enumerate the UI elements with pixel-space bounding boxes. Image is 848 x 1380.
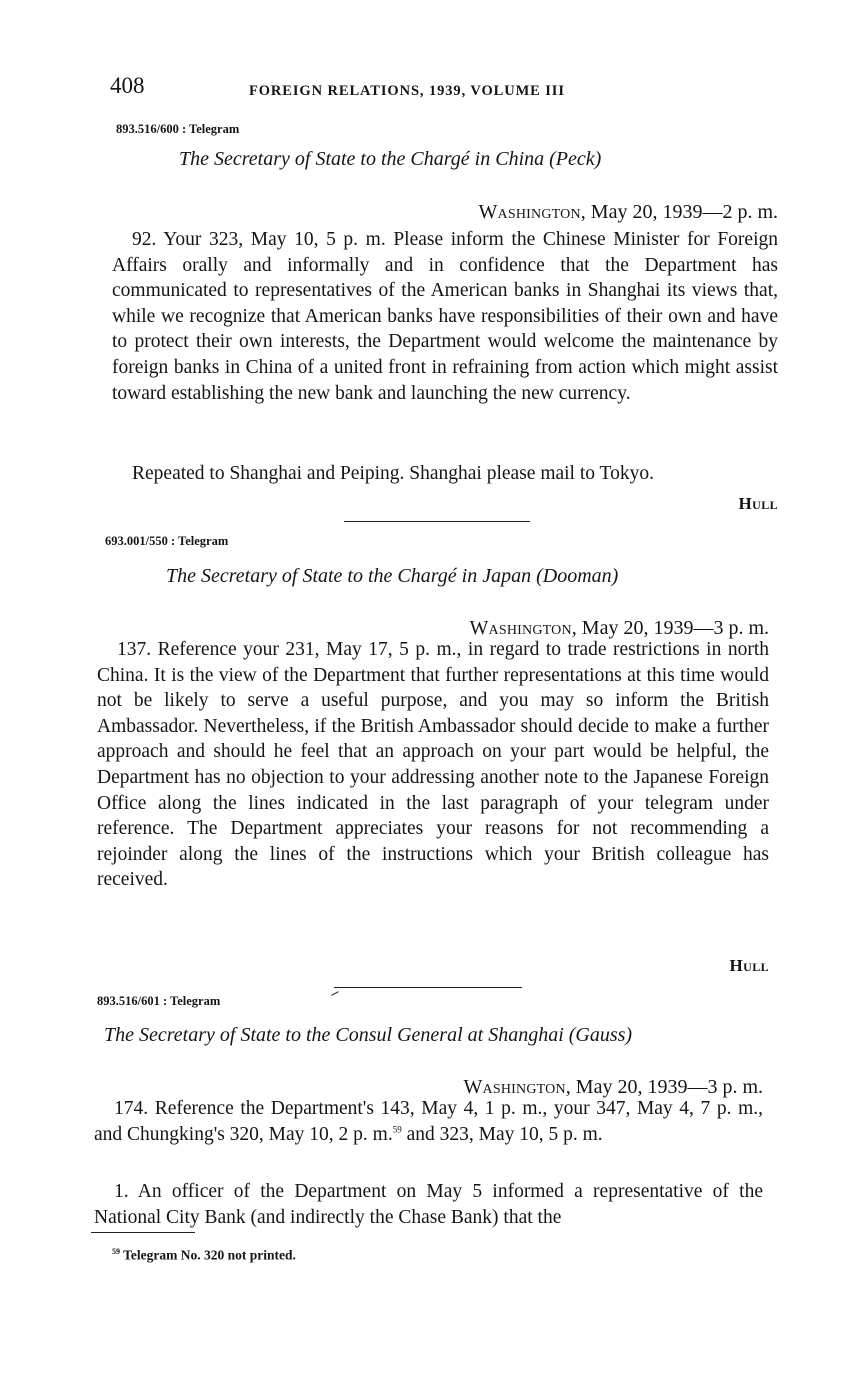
telegram-document-1 — [112, 121, 778, 521]
file-reference: 893.516/601 : Telegram — [97, 994, 221, 1008]
signature: Hull — [738, 494, 778, 513]
section-divider — [334, 987, 522, 988]
dateline-city: Washington — [469, 617, 572, 639]
document-title: The Secretary of State to the Chargé in Japan (Dooman) — [166, 565, 619, 587]
dateline — [478, 200, 778, 224]
body-paragraph: 137. Reference your 231, May 17, 5 p. m., in regard to trade restrictions in north China. It is the view of the Department that further representations at this time would not be likely to serve a useful purpose, and you may so inform the British Ambassador. Nevertheless, if the British Ambassador should decide to make a further approach and should he feel that an approach on your part would be helpful, the Department has no objection to your addressing another note to the Japanese Foreign Office along the lines indicated in the last paragraph of your telegram under reference. The Department appreciates your reasons for not recommending a rejoinder along the lines of the instructions which your British colleague has received. — [97, 639, 769, 891]
footnote-divider — [91, 1232, 195, 1233]
dateline-date: , May 20, 1939—2 p. m. — [580, 201, 778, 223]
footnote — [112, 1243, 296, 1265]
dateline-date: , May 20, 1939—3 p. m. — [571, 617, 769, 639]
body-paragraph — [94, 1096, 763, 1147]
footnote-reference: 59 — [392, 1124, 402, 1135]
telegram-document-3 — [94, 993, 763, 1233]
signature: Hull — [729, 956, 769, 975]
running-head: FOREIGN RELATIONS, 1939, VOLUME III — [249, 83, 565, 99]
section-divider — [344, 521, 530, 522]
file-reference: 893.516/600 : Telegram — [116, 122, 240, 136]
body-paragraph: 1. An officer of the Department on May 5 informed a representative of the National City Bank (and indirectly the Chase Bank) that the — [94, 1181, 763, 1228]
body-paragraph: Repeated to Shanghai and Peiping. Shanghai please mail to Tokyo. — [132, 463, 654, 484]
dateline-city: Washington — [463, 1076, 566, 1098]
file-reference: 693.001/550 : Telegram — [105, 534, 229, 548]
dateline-date: , May 20, 1939—3 p. m. — [565, 1076, 763, 1098]
body-paragraph: 92. Your 323, May 10, 5 p. m. Please inform the Chinese Minister for Foreign Affairs orally and informally and in confidence that the Department has communicated to representatives of the American banks in Shanghai its views that, while we recognize that American banks have responsibilities of their own and have to protect their own interests, the Department would welcome the maintenance by foreign banks in China of a united front in refraining from action which might assist toward establishing the new bank and launching the new currency. — [112, 229, 778, 404]
telegram-document-2 — [97, 532, 769, 977]
document-title: The Secretary of State to the Chargé in China (Peck) — [179, 148, 602, 170]
footnote-marker: 59 — [112, 1247, 120, 1256]
footnote-text: Telegram No. 320 not printed. — [123, 1247, 296, 1263]
paragraph-text-after-note: and 323, May 10, 5 p. m. — [401, 1123, 603, 1145]
document-title: The Secretary of State to the Consul General at Shanghai (Gauss) — [104, 1024, 633, 1046]
dateline-city: Washington — [478, 201, 581, 223]
page-number: 408 — [110, 73, 145, 98]
paragraph-text-before-note: 174. Reference the Department's 143, May 4, 1 p. m., your 347, May 4, 7 p. m., and Chungking's 320, May 10, 2 p. m. — [94, 1098, 763, 1145]
page-header — [110, 72, 650, 106]
